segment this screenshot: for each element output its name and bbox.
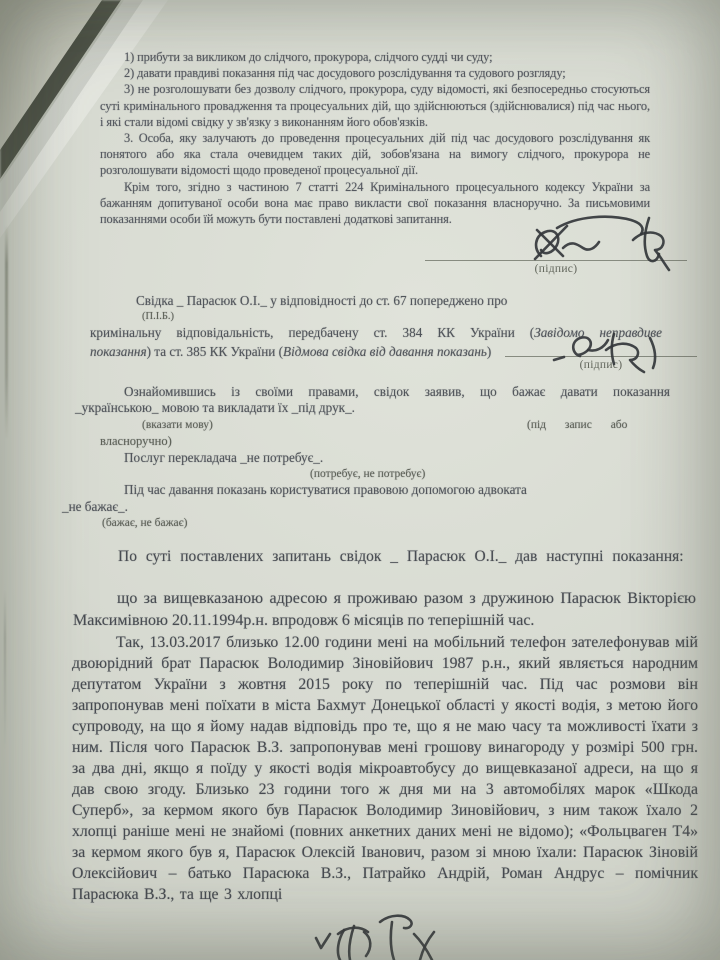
testimony-paragraph-2: [72, 632, 698, 905]
language-caption: (вказати мову): [142, 418, 213, 431]
obligation-item-2: 2) давати правдиві показання під час досудового розслідування та судового розгляду;: [124, 66, 566, 81]
wishes-caption: (бажає, не бажає): [102, 517, 188, 530]
warning-text: ): [486, 344, 492, 359]
signature-scrawl-1-icon: [533, 212, 673, 270]
paragraph-article-224: Крім того, згідно з частиною 7 статті 224 Кримінального процесуального кодексу України за бажанням допитуваної особи вона має право викласти свої показання власноручно. За письмовими показаннями особи їй можуть бути поставлені додаткові запитання.: [100, 179, 650, 227]
lawyer-answer: _не бажає_.: [62, 498, 128, 514]
signature-scrawl-3-icon: [308, 912, 448, 960]
paper-crease: [4, 590, 6, 750]
essence-section: [78, 547, 694, 568]
paragraph-person-involved: 3. Особа, яку залучають до проведення процесуальних дій під час досудового розслідування як понятого або яка стала очевидцем таких дій, зобов'язана на вимогу слідчого, прокурора не розголошувати відомості щодо проведеної процесуальної дії.: [100, 131, 650, 178]
rights-line-2: _українською_ мовою та викладати їх _під друк_.: [75, 400, 355, 416]
testimony-text-2: Так, 13.03.2017 близько 12.00 години мені на мобільний телефон зателефонував мій двоюрідний брат Парасюк Володимир Зіновійович 1987 р.н., який являється народним депутатом України з жовтня 2015 року по теперішній час. Під час розмови він запропонував мені поїхати в міста Бахмут Донецької області у якості водія, з метою його супроводу, на що я йому надав відповідь про те, що я не маю часу та можливості їхати з ним. Після чого Парасюк В.З. запропонував мені грошову винагороду у розмірі 500 грн. за два дні, якщо я поїду у якості водія мікроавтобусу до вищевказаної адреси, на що я дав свою згоду. Близько 23 години того ж дня ми на 3 автомобілях марок «Шкода Суперб», за кермом якого був Парасюк Володимир Зиновійович, з ним також їхало 2 хлопці раніше мені не знайомі (повних анкетних даних мені не відомо); «Фольцваген Т4» за кермом якого був я, Парасюк Олексій Іванович, разом зі мною їхали: Парасюк Зіновій Олексійович – батько Парасюка В.З., Патрайко Андрій, Роман Андрус – помічник Парасюка В.З., та ще 3 хлопці: [72, 634, 698, 903]
witness-warning-line: Свідка _ Парасюк О.І._ у відповідності до ст. 67 попереджено про: [136, 293, 508, 308]
warning-text: кримінальну відповідальність, передбачену ст. 384 КК України (: [90, 325, 535, 340]
obligation-item-1: 1) прибути за викликом до слідчого, прокурора, слідчого судді чи суду;: [124, 50, 493, 64]
pib-caption: (П.І.Б.): [142, 311, 174, 322]
lawyer-line: Під час давання показань користуватися правовою допомогою адвоката: [124, 482, 527, 498]
testimony-paragraph-1: [73, 588, 696, 631]
obligations-section: [100, 49, 650, 227]
record-caption: (під запис або: [527, 418, 628, 431]
signature-caption-1: (підпис): [534, 263, 578, 275]
record-caption-2: власноручно): [100, 434, 172, 449]
testimony-text-1: що за вищевказаною адресою я проживаю разом з дружиною Парасюк Вікторією Максимівною 20.11.1994р.н. впродовж 6 місяців по теперішній час.: [73, 590, 696, 629]
needs-caption: (потребує, не потребує): [310, 468, 426, 481]
warning-italic-text: показання: [90, 344, 147, 359]
obligation-item-3: 3) не розголошувати без дозволу слідчого, прокурора, суду відомості, які безпосередньо стосуються суті кримінального провадження та процесуальних дій, що здійснюються (здійснювалися) під час нього, і які стали відомі свідку у зв'язку з виконанням його обов'язків.: [100, 82, 650, 129]
translator-line: Послуг перекладача _не потребує_.: [124, 449, 324, 465]
warning-italic-text: Завідомо неправдиве: [534, 325, 662, 340]
warning-italic-text: Відмова свідка від давання показань: [283, 344, 487, 359]
signature-caption-2: (підпис): [579, 359, 623, 371]
rights-captions-row: [62, 417, 670, 433]
warning-text: ) та ст. 385 КК України (: [146, 344, 284, 359]
essence-paragraph: По суті поставлених запитань свідок _ Парасюк О.І._ дав наступні показання:: [118, 548, 684, 565]
rights-section: [62, 384, 670, 532]
signature-scrawl-2-icon: [550, 330, 675, 372]
rights-line-1: Ознайомившись із своїми правами, свідок заявив, що бажає давати показання: [124, 384, 670, 399]
paper-crease: [5, 225, 8, 440]
